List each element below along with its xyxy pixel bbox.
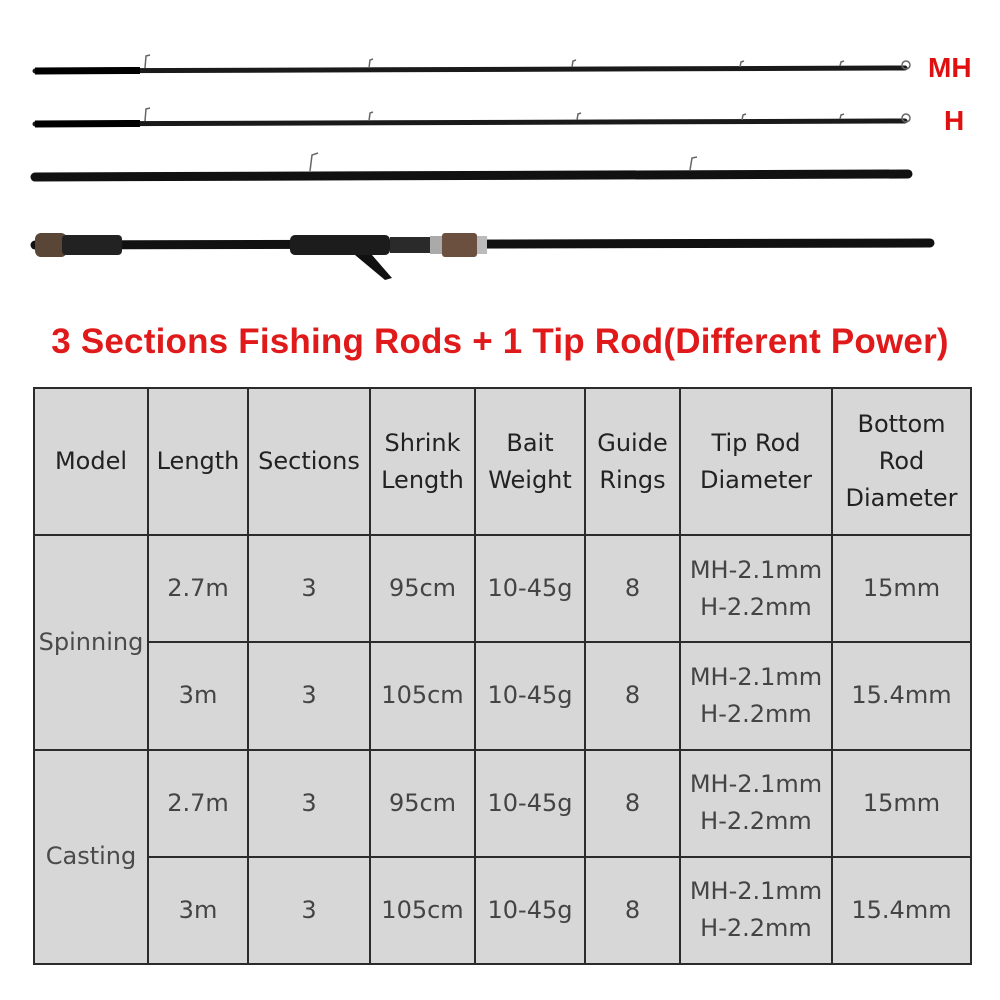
header-model: Model — [34, 388, 148, 535]
rod-middle-section — [35, 153, 908, 177]
shrink-length-cell: 95cm — [370, 535, 475, 642]
power-label-h: H — [944, 105, 965, 136]
rod-tip-mh — [35, 55, 910, 71]
rod-tip-h — [35, 108, 910, 124]
bottom-rod-diameter-cell: 15.4mm — [832, 857, 971, 964]
table-row — [34, 535, 971, 642]
sections-cell: 3 — [248, 750, 370, 857]
spec-table — [33, 387, 972, 965]
power-label-mh: MH — [928, 52, 972, 83]
table-row — [34, 857, 971, 964]
model-cell: Casting — [34, 750, 148, 965]
bait-weight-cell: 10-45g — [475, 535, 585, 642]
header-sections: Sections — [248, 388, 370, 535]
bait-weight-cell: 10-45g — [475, 857, 585, 964]
length-cell: 2.7m — [148, 535, 248, 642]
bait-weight-cell: 10-45g — [475, 642, 585, 749]
sections-cell: 3 — [248, 642, 370, 749]
header-bottom-rod-diameter: Bottom Rod Diameter — [832, 388, 971, 535]
guide-rings-cell: 8 — [585, 857, 680, 964]
table-row — [34, 750, 971, 857]
header-tip-rod-diameter: Tip Rod Diameter — [680, 388, 832, 535]
sections-cell: 3 — [248, 857, 370, 964]
headline: 3 Sections Fishing Rods + 1 Tip Rod(Different Power) — [51, 322, 949, 361]
shrink-length-cell: 95cm — [370, 750, 475, 857]
length-cell: 3m — [148, 642, 248, 749]
guide-rings-cell: 8 — [585, 642, 680, 749]
model-cell: Spinning — [34, 535, 148, 750]
bottom-rod-diameter-cell: 15mm — [832, 750, 971, 857]
guide-rings-cell: 8 — [585, 750, 680, 857]
tip-rod-diameter-cell: MH-2.1mm H-2.2mm — [680, 642, 832, 749]
rod-illustration — [0, 0, 1000, 300]
header-shrink-length: Shrink Length — [370, 388, 475, 535]
shrink-length-cell: 105cm — [370, 642, 475, 749]
header-guide-rings: Guide Rings — [585, 388, 680, 535]
length-cell: 2.7m — [148, 750, 248, 857]
bait-weight-cell: 10-45g — [475, 750, 585, 857]
header-bait-weight: Bait Weight — [475, 388, 585, 535]
shrink-length-cell: 105cm — [370, 857, 475, 964]
header-row — [34, 388, 971, 535]
tip-rod-diameter-cell: MH-2.1mm H-2.2mm — [680, 750, 832, 857]
bottom-rod-diameter-cell: 15mm — [832, 535, 971, 642]
tip-rod-diameter-cell: MH-2.1mm H-2.2mm — [680, 857, 832, 964]
length-cell: 3m — [148, 857, 248, 964]
bottom-rod-diameter-cell: 15.4mm — [832, 642, 971, 749]
guide-rings-cell: 8 — [585, 535, 680, 642]
header-length: Length — [148, 388, 248, 535]
tip-rod-diameter-cell: MH-2.1mm H-2.2mm — [680, 535, 832, 642]
table-row — [34, 642, 971, 749]
rod-butt-section — [35, 233, 930, 280]
sections-cell: 3 — [248, 535, 370, 642]
